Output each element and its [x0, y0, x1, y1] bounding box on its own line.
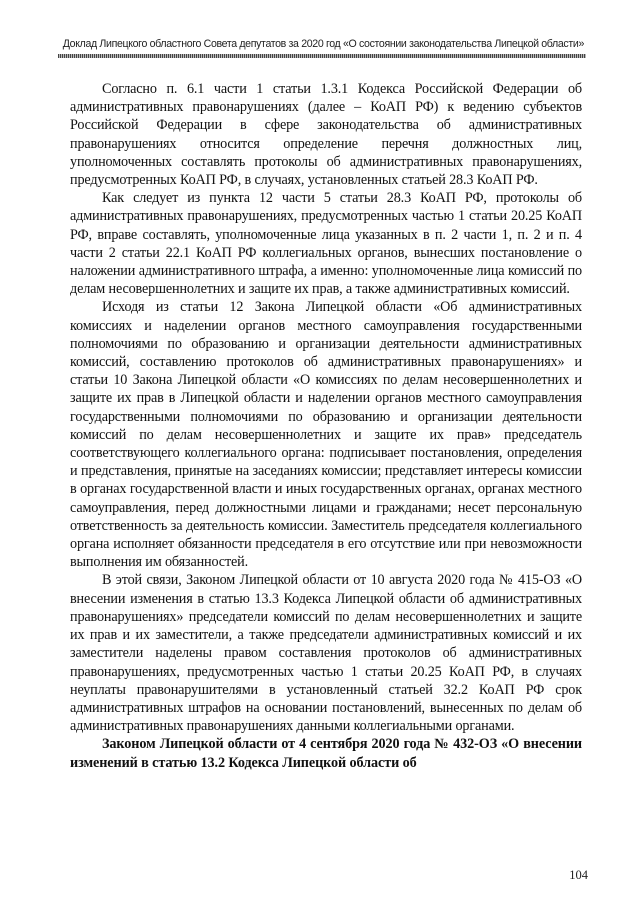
- paragraph-law-432-oz: Законом Липецкой области от 4 сентября 2020 года № 432-ОЗ «О внесении изменений в статью 13.2 Кодекса Липецкой области об: [70, 736, 582, 771]
- paragraph-commission-chairman: Исходя из статьи 12 Закона Липецкой области «Об административных комиссиях и наделении органов местного самоуправления государственными полномочиями по образованию и организации деятельности административных комиссий, составлению протоколов об административных правонарушениях» и статьи 10 Закона Липецкой области «О комиссиях по делам несовершеннолетних и защите их прав в Липецкой области и наделении органов местного самоуправления государственными полномочиями по образованию и организации деятельности комиссий по делам несовершеннолетних и защите их прав» председатель соответствующего коллегиального органа: подписывает постановления, определения и представления, принятые на заседаниях комиссии; представляет интересы комиссии в органах государственной власти и иных государственных органах, органах местного самоуправления, перед должностными лицами и гражданами; несет персональную ответственность за деятельность комиссии. Заместитель председателя коллегиального органа исполняет обязанности председателя в его отсутствие или при невозможности выполнения им обязанностей.: [70, 299, 582, 571]
- page-number: 104: [569, 868, 588, 882]
- paragraph-koap-competence: Согласно п. 6.1 части 1 статьи 1.3.1 Кодекса Российской Федерации об административных правонарушениях (далее – КоАП РФ) к ведению субъектов Российской Федерации в сфере законодательства об административных правонарушениях относится определение перечня должностных лиц, уполномоченных составлять протоколы об административных правонарушениях, предусмотренных КоАП РФ, в случаях, установленных статьей 28.3 КоАП РФ.: [70, 81, 582, 189]
- document-body: [70, 80, 582, 772]
- paragraph-law-415-oz: В этой связи, Законом Липецкой области от 10 августа 2020 года № 415-ОЗ «О внесении изменения в статью 13.3 Кодекса Липецкой области об административных правонарушениях» председатели комиссий по делам несовершеннолетних и защите их прав и их заместители, а также председатели административных комиссий и их заместители наделены правом составления протоколов об административных правонарушениях, предусмотренных частью 1 статьи 20.25 КоАП РФ, в случаях неуплаты правонарушителями в установленный статьей 32.2 КоАП РФ срок административных штрафов на основании постановлений, вынесенных по делам об административных правонарушениях данными коллегиальными органами.: [70, 572, 582, 735]
- running-header: Доклад Липецкого областного Совета депутатов за 2020 год «О состоянии законодательства Липецкой области»: [62, 38, 584, 50]
- paragraph-authorized-persons: Как следует из пункта 12 части 5 статьи 28.3 КоАП РФ, протоколы об административных правонарушениях, предусмотренных частью 1 статьи 20.25 КоАП РФ, вправе составлять, уполномоченные лица указанных в п. 2 части 1, п. 2 и п. 4 части 2 статьи 22.1 КоАП РФ коллегиальных органов, вынесших постановление о наложении административного штрафа, а именно: уполномоченные лица комиссий по делам несовершеннолетних и защите их прав, а также административных комиссий.: [70, 190, 582, 298]
- header-divider: [58, 54, 586, 58]
